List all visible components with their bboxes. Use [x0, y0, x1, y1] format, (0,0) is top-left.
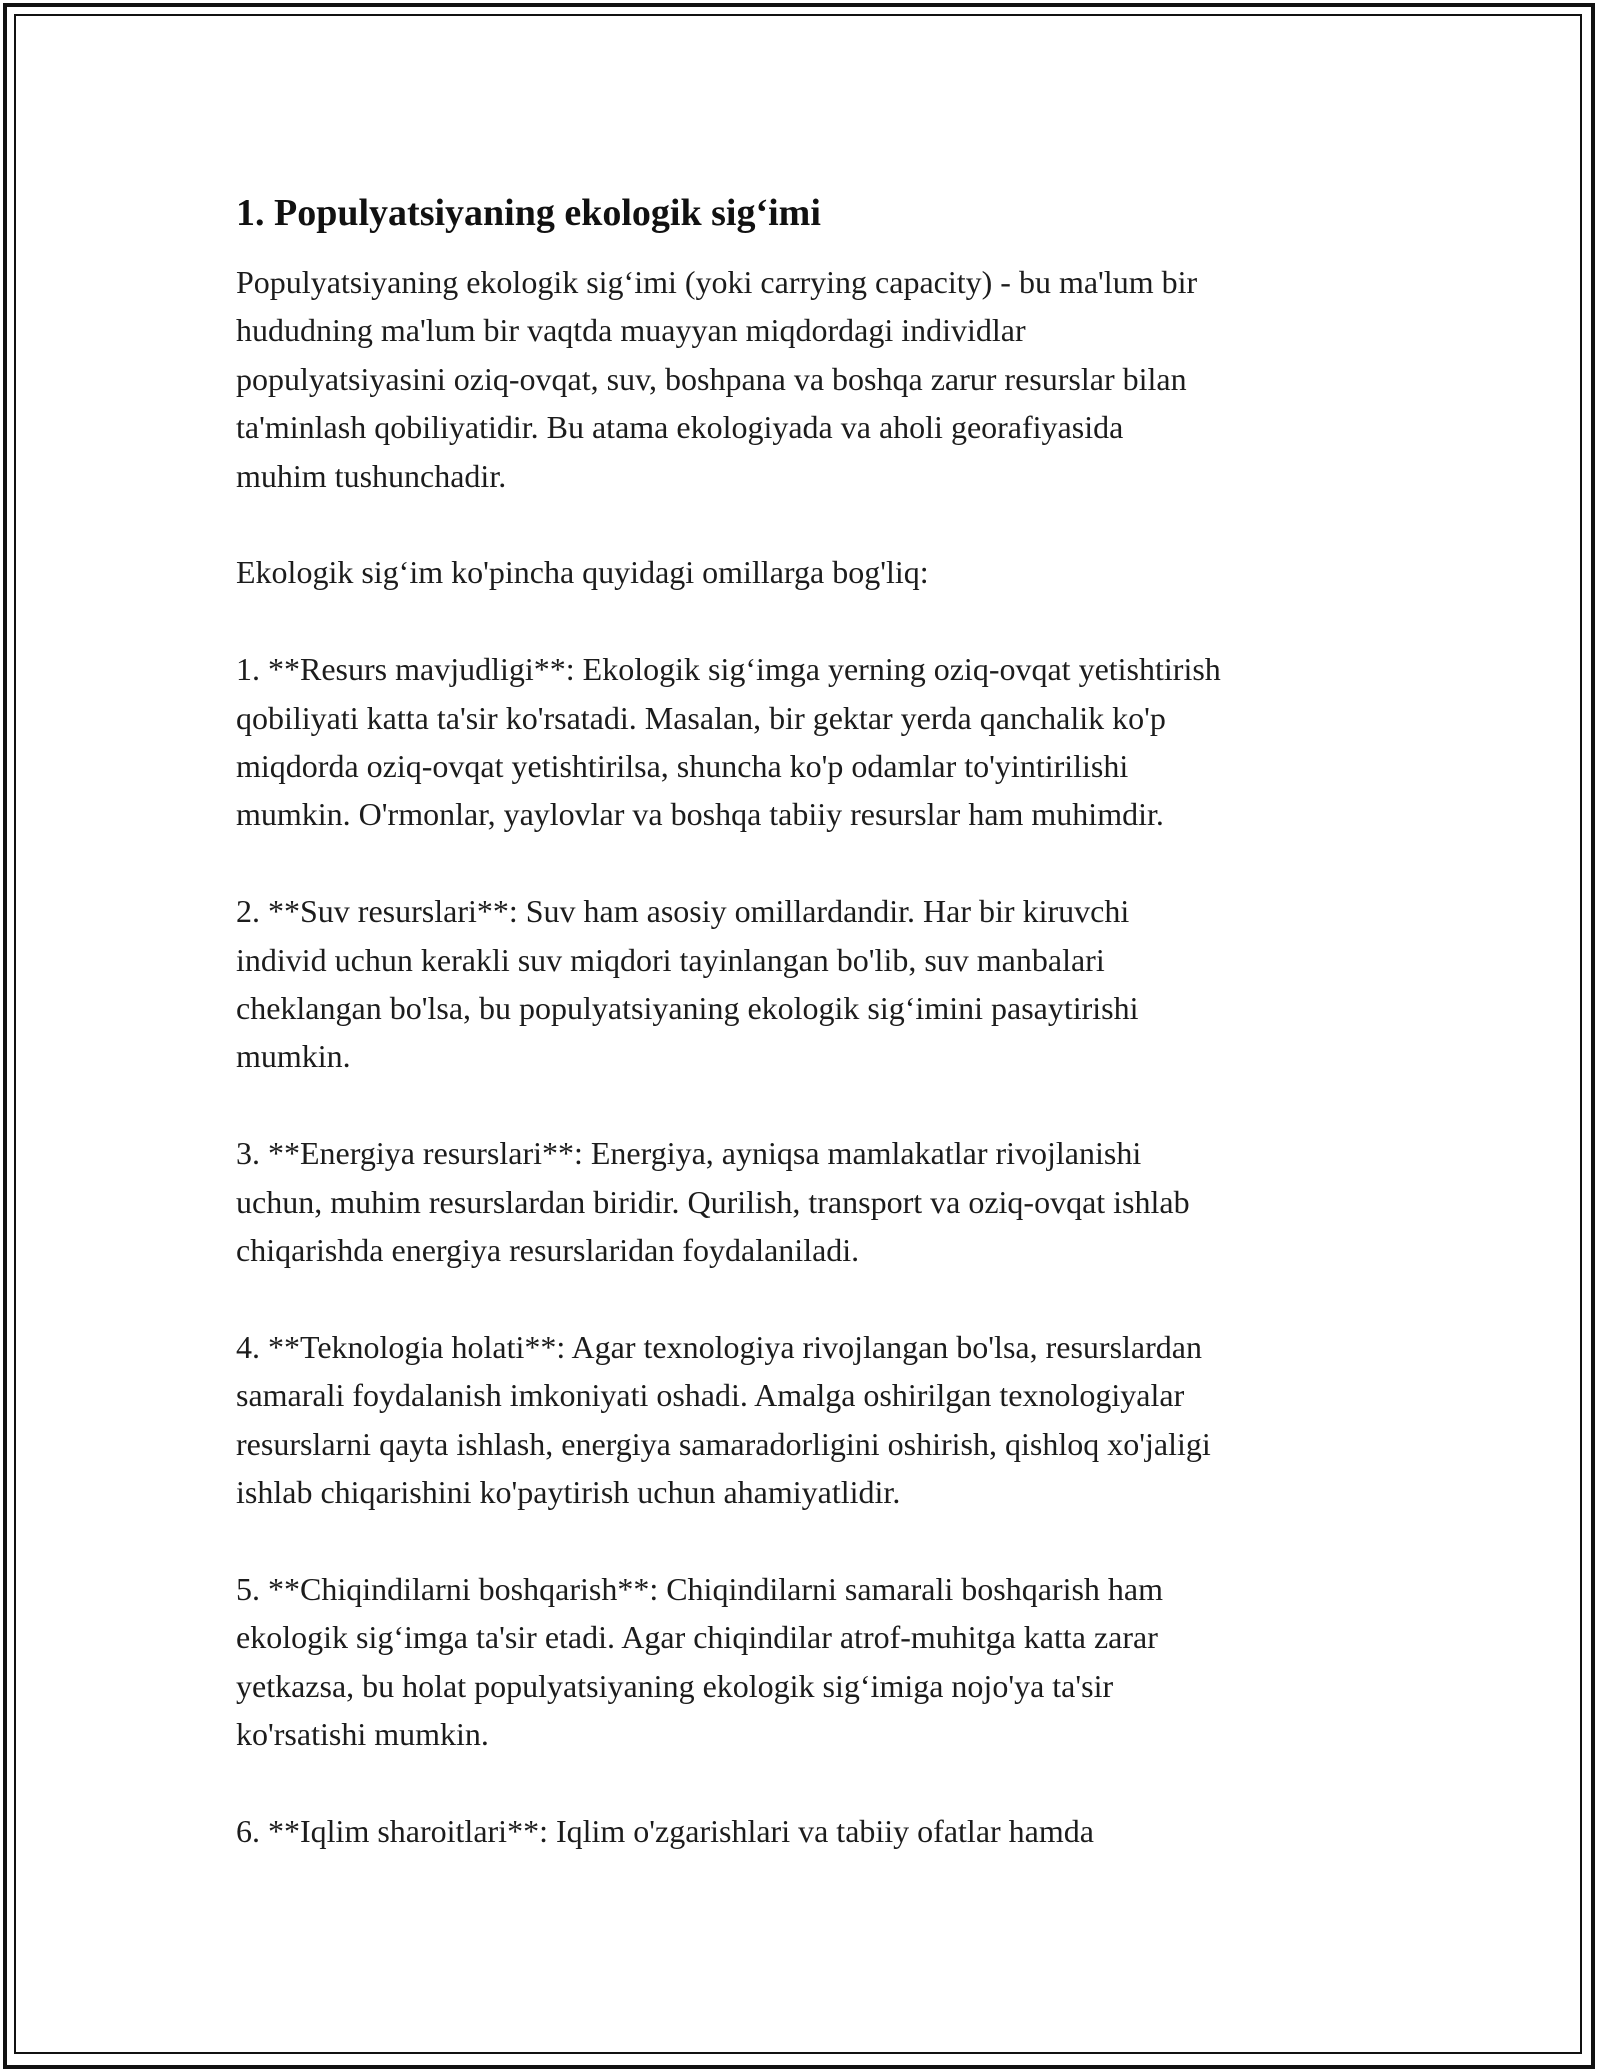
text-line: cheklangan bo'lsa, bu populyatsiyaning ekologik sig‘imini pasaytirishi: [236, 990, 1139, 1027]
text-line: 4. **Teknologia holati**: Agar texnologiya rivojlangan bo'lsa, resurslardan: [236, 1328, 1202, 1365]
list-item-energy-resources: [236, 1129, 1376, 1274]
list-item-water-resources: [236, 887, 1376, 1081]
text-line: populyatsiyasini oziq-ovqat, suv, boshpana va boshqa zarur resurslar bilan: [236, 360, 1187, 397]
text-line: ko'rsatishi mumkin.: [236, 1716, 489, 1753]
text-line: ekologik sig‘imga ta'sir etadi. Agar chiqindilar atrof-muhitga katta zarar: [236, 1619, 1158, 1656]
text-line: individ uchun kerakli suv miqdori tayinlangan bo'lib, suv manbalari: [236, 941, 1105, 978]
text-line: mumkin. O'rmonlar, yaylovlar va boshqa tabiiy resurslar ham muhimdir.: [236, 796, 1164, 833]
text-line: Ekologik sig‘im ko'pincha quyidagi omillarga bog'liq:: [236, 554, 929, 591]
paragraph-factors-lead: [236, 548, 1376, 596]
text-line: 1. **Resurs mavjudligi**: Ekologik sig‘imga yerning oziq-ovqat yetishtirish: [236, 651, 1221, 688]
text-line: 5. **Chiqindilarni boshqarish**: Chiqindilarni samarali boshqarish ham: [236, 1570, 1163, 1607]
document-title: 1. Populyatsiyaning ekologik sig‘imi: [236, 192, 821, 234]
text-line: resurslarni qayta ishlash, energiya samaradorligini oshirish, qishloq xo'jaligi: [236, 1425, 1211, 1462]
list-item-technology-state: [236, 1323, 1376, 1517]
text-line: uchun, muhim resurslardan biridir. Qurilish, transport va oziq-ovqat ishlab: [236, 1183, 1190, 1220]
text-line: 3. **Energiya resurslari**: Energiya, ayniqsa mamlakatlar rivojlanishi: [236, 1135, 1142, 1172]
text-line: mumkin.: [236, 1038, 351, 1075]
paragraph-intro: [236, 258, 1376, 500]
text-line: qobiliyati katta ta'sir ko'rsatadi. Masalan, bir gektar yerda qanchalik ko'p: [236, 699, 1166, 736]
text-line: Populyatsiyaning ekologik sig‘imi (yoki carrying capacity) - bu ma'lum bir: [236, 264, 1198, 300]
document-body: [236, 183, 1376, 1904]
list-item-resource-availability: [236, 645, 1376, 839]
text-line: yetkazsa, bu holat populyatsiyaning ekologik sig‘imiga nojo'ya ta'sir: [236, 1667, 1114, 1704]
text-line: ishlab chiqarishini ko'paytirish uchun ahamiyatlidir.: [236, 1474, 901, 1511]
list-item-waste-management: [236, 1565, 1376, 1759]
text-line: 6. **Iqlim sharoitlari**: Iqlim o'zgarishlari va tabiiy ofatlar hamda: [236, 1812, 1094, 1849]
text-line: samarali foydalanish imkoniyati oshadi. Amalga oshirilgan texnologiyalar: [236, 1377, 1185, 1414]
text-line: hududning ma'lum bir vaqtda muayyan miqdordagi individlar: [236, 312, 1026, 349]
list-item-climate-conditions: [236, 1807, 1376, 1855]
text-line: chiqarishda energiya resurslaridan foydalaniladi.: [236, 1232, 860, 1269]
text-line: ta'minlash qobiliyatidir. Bu atama ekologiyada va aholi georafiyasida: [236, 409, 1124, 446]
text-line: 2. **Suv resurslari**: Suv ham asosiy omillardandir. Har bir kiruvchi: [236, 893, 1130, 930]
text-line: miqdorda oziq-ovqat yetishtirilsa, shuncha ko'p odamlar to'yintirilishi: [236, 748, 1129, 785]
text-line: muhim tushunchadir.: [236, 457, 507, 494]
